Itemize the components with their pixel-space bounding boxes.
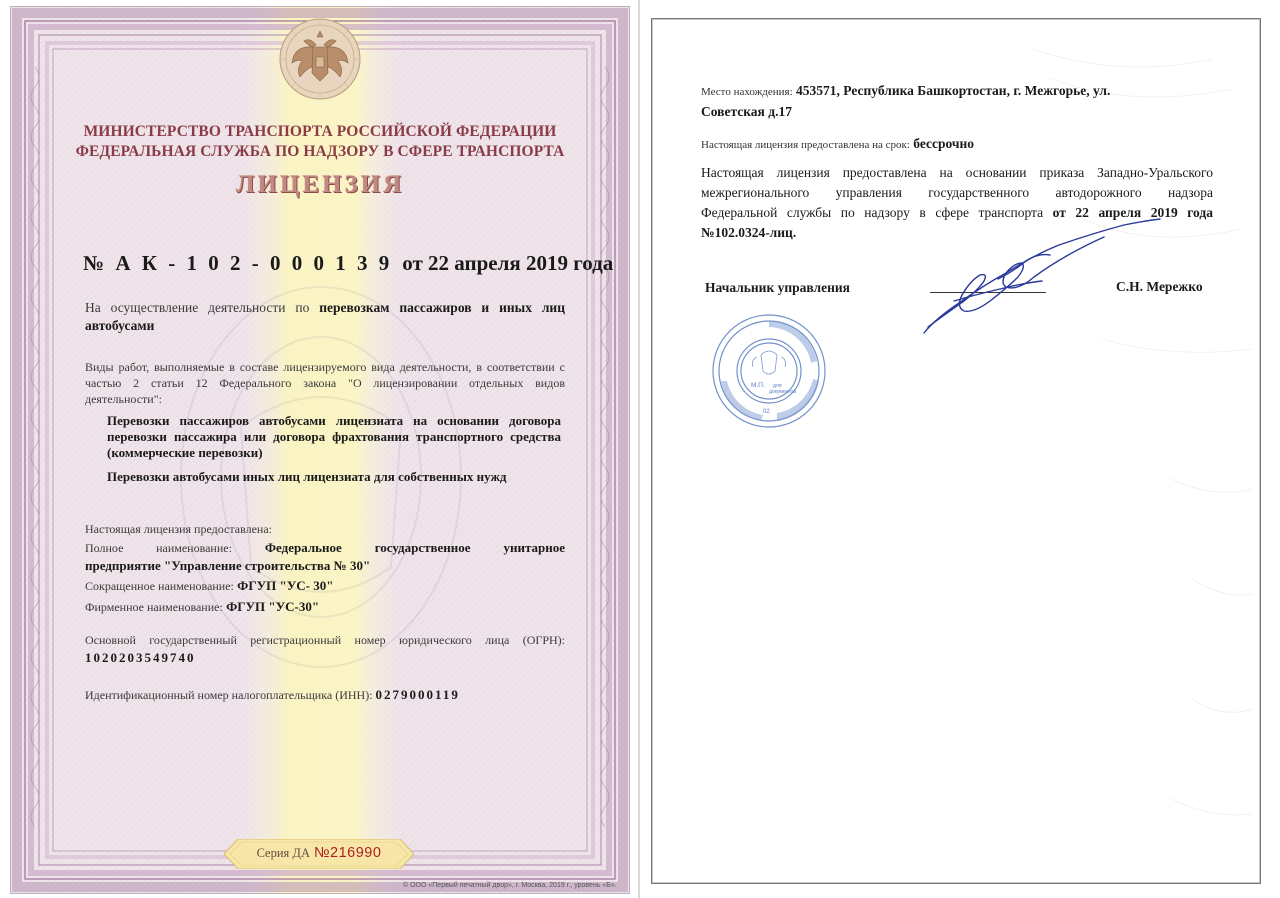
head-title: Начальник управления (705, 280, 850, 295)
brand-name-value: ФГУП "УС-30" (226, 599, 320, 614)
license-back-page (651, 18, 1261, 884)
granted-title: Настоящая лицензия предоставлена: (85, 522, 272, 536)
activity-type-cont: автобусами (85, 318, 155, 333)
license-number: № А К - 1 0 2 - 0 0 0 1 3 9 (83, 251, 393, 275)
term-label: Настоящая лицензия предоставлена на срок: (701, 139, 910, 151)
basis-line-2: межрегионального управления государственного автодорожного надзора (701, 185, 1213, 200)
head-name: С.Н. Мережко (1116, 279, 1203, 294)
ogrn-label: Основной государственный регистрационный номер юридического лица (ОГРН): (85, 633, 565, 647)
full-name-value-cont: предприятие "Управление строительства № 30" (85, 558, 371, 573)
brand-name-row (85, 599, 319, 615)
basis-line-3-prefix: Федеральной службы по надзору в сфере транспорта (701, 205, 1044, 220)
basis-line-1: Настоящая лицензия предоставлена на основании приказа Западно-Уральского (701, 165, 1213, 180)
activity-prefix: На осуществление деятельности по (85, 300, 310, 315)
page-divider (638, 0, 640, 898)
official-stamp (707, 311, 832, 431)
basis-order-date: от 22 апреля 2019 года (1052, 205, 1214, 220)
series-number: №216990 (313, 845, 382, 861)
term-row (701, 136, 974, 152)
term-value: бессрочно (913, 136, 975, 151)
address-value-cont: Советская д.17 (701, 104, 792, 119)
license-number-row (83, 251, 613, 276)
works-intro: Виды работ, выполняемые в составе лицензируемого вида деятельности, в соответствии с частью 2 статьи 12 Федерального закона "О лицензировании отдельных видов деятельности": (85, 360, 565, 406)
short-name-value: ФГУП "УС- 30" (237, 578, 334, 593)
inn-label: Идентификационный номер налогоплательщика (ИНН): (85, 688, 373, 702)
ministry-title-line1: МИНИСТЕРСТВО ТРАНСПОРТА РОССИЙСКОЙ ФЕДЕРАЦИИ (83, 123, 557, 140)
activity-type: перевозкам пассажиров и иных лиц (319, 300, 565, 315)
printer-note: © ООО «Первый печатный двор», г. Москва, 2019 г., уровень «Б». (403, 882, 617, 889)
full-name-label: Полное наименование: (85, 541, 232, 555)
short-name-row (85, 578, 333, 594)
license-title: ЛИЦЕНЗИЯ (235, 171, 405, 198)
ogrn-value: 1020203549740 (85, 650, 196, 665)
inn-value: 0279000119 (375, 687, 460, 702)
basis-order-number: №102.0324-лиц. (701, 225, 797, 240)
full-name-block (85, 539, 565, 575)
stamp-mp: М.П. (751, 382, 765, 389)
short-name-label: Сокращенное наименование: (85, 579, 234, 593)
address-label: Место нахождения: (701, 86, 793, 98)
full-name-value: Федеральное государственное унитарное (264, 540, 566, 555)
license-date: от 22 апреля 2019 года (402, 251, 614, 275)
stamp-number: 02 (763, 409, 770, 415)
signature (914, 215, 1164, 339)
work-item-2: Перевозки автобусами иных лиц лицензиата для собственных нужд (107, 469, 507, 484)
series-label-row (224, 845, 414, 861)
brand-name-label: Фирменное наименование: (85, 600, 223, 614)
work-item-1: Перевозки пассажиров автобусами лицензиата на основании договора перевозки пассажира или договора фрахтования транспортного средства (коммерческие перевозки) (107, 413, 561, 460)
address-block (701, 81, 1181, 122)
series-label: Серия ДА (256, 846, 310, 860)
ministry-title-line2: ФЕДЕРАЛЬНАЯ СЛУЖБА ПО НАДЗОРУ В СФЕРЕ ТРАНСПОРТА (75, 143, 565, 160)
activity-description (85, 299, 565, 317)
address-value: 453571, Республика Башкортостан, г. Межгорье, ул. (796, 83, 1111, 98)
stamp-docs-2: документов (769, 389, 797, 395)
inn-row (85, 687, 460, 703)
stamp-docs-1: для (773, 383, 782, 389)
license-front-page (10, 6, 630, 894)
